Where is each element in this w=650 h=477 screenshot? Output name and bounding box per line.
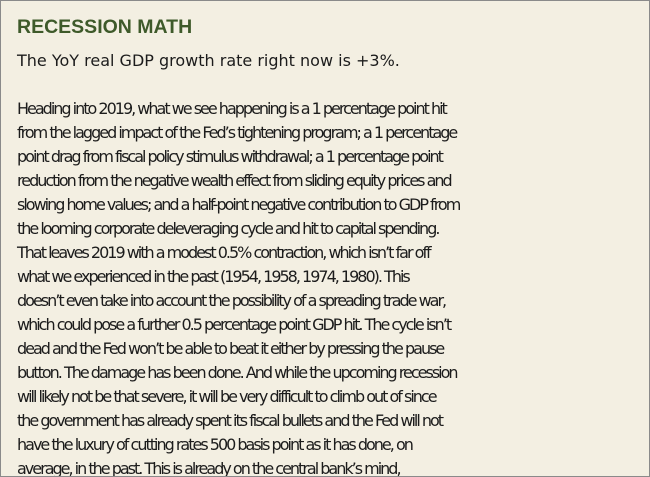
body-line: slowing home values; and a half-point negative contribution to GDP from (17, 195, 460, 214)
body-line: Heading into 2019, what we see happening is a 1 percentage point hit (17, 99, 446, 118)
body-line: the looming corporate deleveraging cycle and hit to capital spending. (17, 219, 439, 238)
body-line: doesn’t even take into account the possibility of a spreading trade war, (17, 291, 446, 310)
body-line: will likely not be that severe, it will be very difficult to climb out of since (17, 387, 436, 406)
body-line: have the luxury of cutting rates 500 basis point as it has done, on (17, 435, 412, 454)
body-line: point drag from fiscal policy stimulus withdrawal; a 1 percentage point (17, 147, 442, 166)
body-line: the government has already spent its fiscal bullets and the Fed will not (17, 411, 443, 430)
body-line: what we experienced in the past (1954, 1958, 1974, 1980). This (17, 267, 409, 286)
lead-sentence: The YoY real GDP growth rate right now is +3%. (17, 51, 400, 70)
body-line: dead and the Fed won’t be able to beat it either by pressing the pause (17, 339, 444, 358)
panel-heading: RECESSION MATH (17, 16, 193, 38)
body-line: from the lagged impact of the Fed’s tightening program; a 1 percentage (17, 123, 457, 142)
body-line: which could pose a further 0.5 percentage point GDP hit. The cycle isn’t (17, 315, 451, 334)
body-line: button. The damage has been done. And while the upcoming recession (17, 363, 457, 382)
body-line: reduction from the negative wealth effect from sliding equity prices and (17, 171, 451, 190)
body-line: That leaves 2019 with a modest 0.5% contraction, which isn’t far off (17, 243, 430, 262)
body-line: average, in the past. This is already on the central bank’s mind, (17, 459, 400, 477)
body-paragraph (17, 97, 647, 477)
